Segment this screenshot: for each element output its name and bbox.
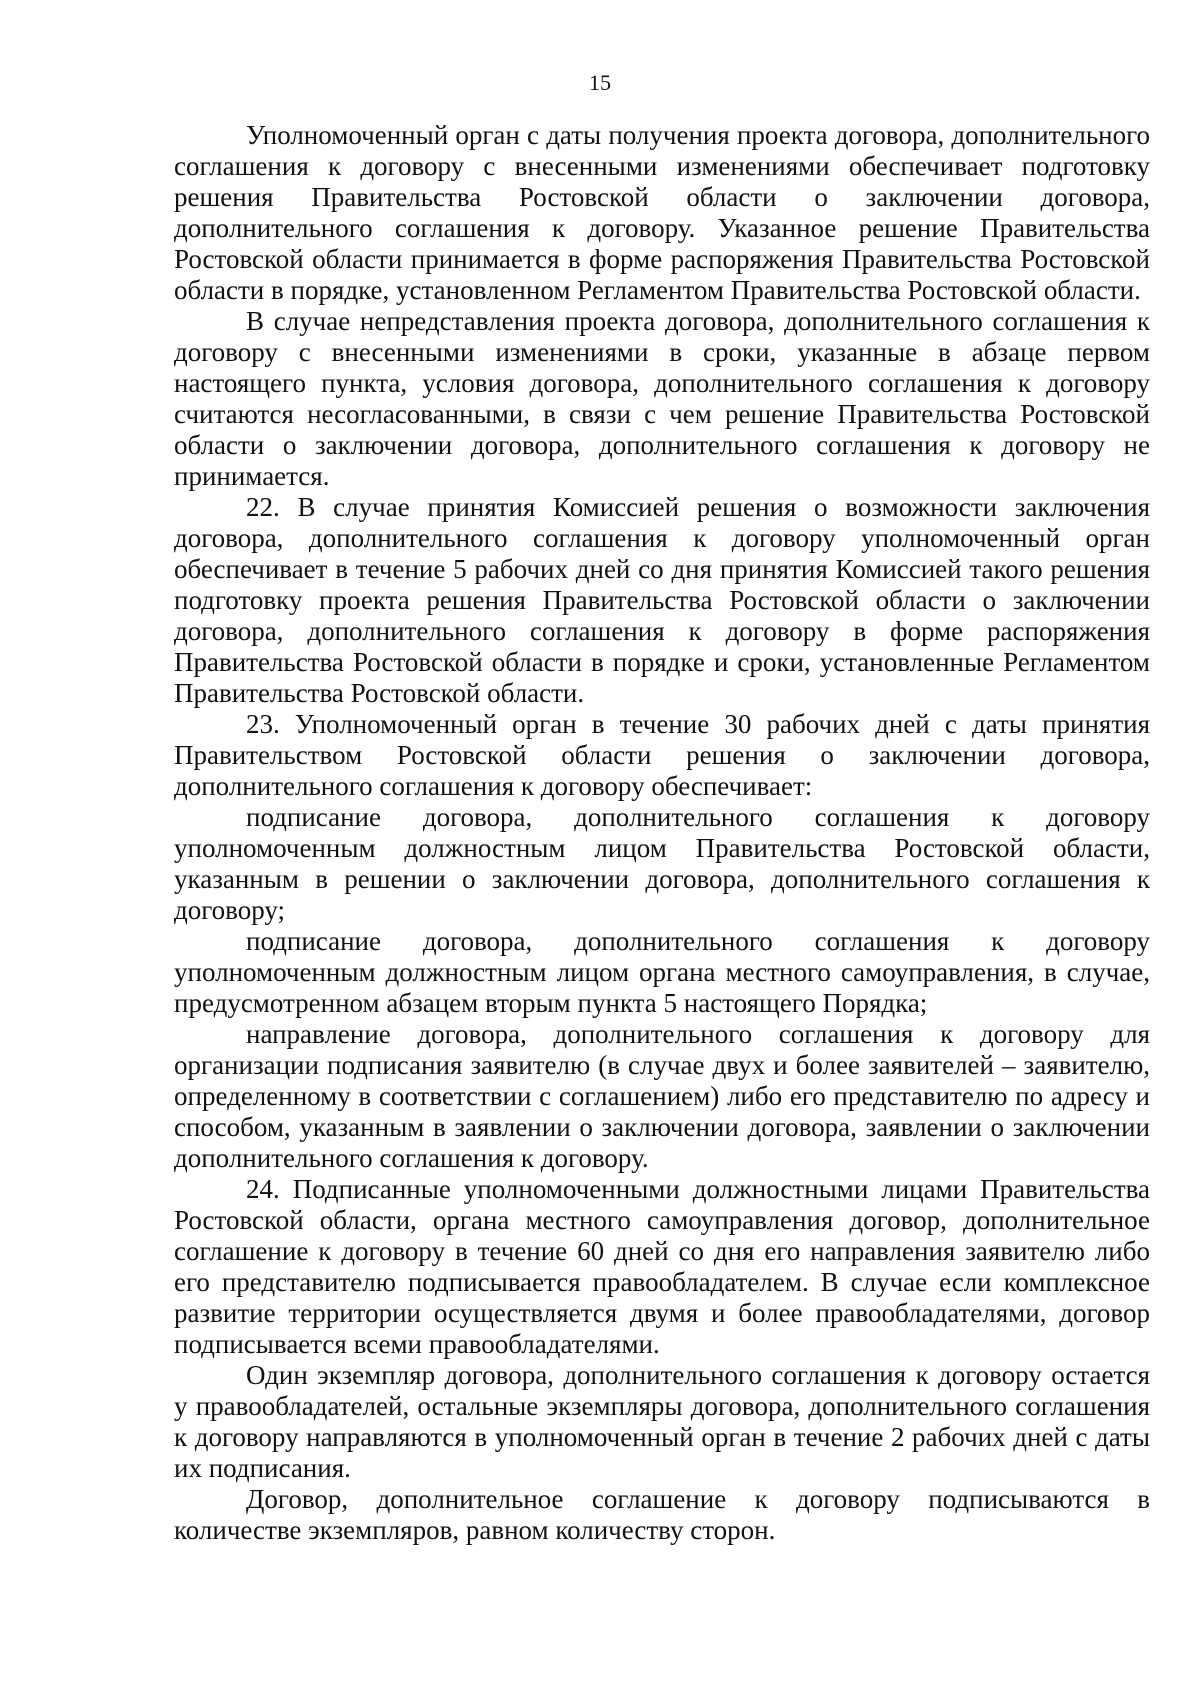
paragraph-item-24: 24. Подписанные уполномоченными должностными лицами Правительства Ростовской области, органа местного самоуправления договор, дополнительное соглашение к договору в течение 60 дней со дня его направления заявителю либо его представителю подписывается правообладателем. В случае если комплексное развитие территории осуществляется двумя и более правообладателями, договор подписывается всеми правообладателями. <box>174 1174 1150 1359</box>
paragraph-item-23: 23. Уполномоченный орган в течение 30 рабочих дней с даты принятия Правительством Ростовской области решения о заключении договора, дополнительного соглашения к договору обеспечивает: <box>174 709 1150 801</box>
paragraph-authorized-body-decision: Уполномоченный орган с даты получения проекта договора, дополнительного соглашения к договору с внесенными изменениями обеспечивает подготовку решения Правительства Ростовской области о заключении договора, дополнительного соглашения к договору. Указанное решение Правительства Ростовской области принимается в форме распоряжения Правительства Ростовской области в порядке, установленном Регламентом Правительства Ростовской области. <box>174 120 1150 305</box>
paragraph-signing-local-official: подписание договора, дополнительного соглашения к договору уполномоченным должностным лицом органа местного самоуправления, в случае, предусмотренном абзацем вторым пункта 5 настоящего Порядка; <box>174 926 1150 1018</box>
paragraph-sending-to-applicant: направление договора, дополнительного соглашения к договору для организации подписания заявителю (в случае двух и более заявителей – заявителю, определенному в соответствии с соглашением) либо его представителю по адресу и способом, указанным в заявлении о заключении договора, заявлении о заключении дополнительного соглашения к договору. <box>174 1019 1150 1173</box>
paragraph-non-submission: В случае непредставления проекта договора, дополнительного соглашения к договору с внесенными изменениями в сроки, указанные в абзаце первом настоящего пункта, условия договора, дополнительного соглашения к договору считаются несогласованными, в связи с чем решение Правительства Ростовской области о заключении договора, дополнительного соглашения к договору не принимается. <box>174 306 1150 491</box>
paragraph-item-22: 22. В случае принятия Комиссией решения о возможности заключения договора, дополнительного соглашения к договору уполномоченный орган обеспечивает в течение 5 рабочих дней со дня принятия Комиссией такого решения подготовку проекта решения Правительства Ростовской области о заключении договора, дополнительного соглашения к договору в форме распоряжения Правительства Ростовской области в порядке и сроки, установленные Регламентом Правительства Ростовской области. <box>174 492 1150 708</box>
paragraph-number-of-copies: Договор, дополнительное соглашение к договору подписываются в количестве экземпляров, равном количеству сторон. <box>174 1484 1150 1545</box>
document-body <box>174 120 1150 1546</box>
page-number: 15 <box>589 70 611 95</box>
paragraph-signing-government-official: подписание договора, дополнительного соглашения к договору уполномоченным должностным лицом Правительства Ростовской области, указанным в решении о заключении договора, дополнительного соглашения к договору; <box>174 802 1150 925</box>
paragraph-copies-distribution: Один экземпляр договора, дополнительного соглашения к договору остается у правообладателей, остальные экземпляры договора, дополнительного соглашения к договору направляются в уполномоченный орган в течение 2 рабочих дней с даты их подписания. <box>174 1360 1150 1483</box>
